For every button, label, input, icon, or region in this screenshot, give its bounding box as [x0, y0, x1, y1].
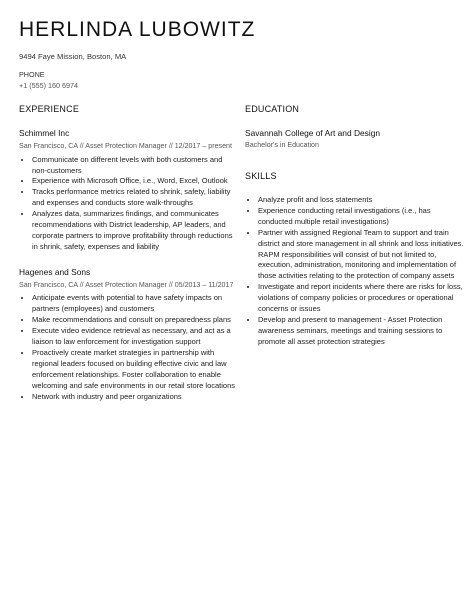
skills-heading: SKILLS: [245, 171, 277, 181]
job-bullet: • Tracks performance metrics related to shrink, safety, liability and expenses and conducts store walk-throughs: [32, 187, 237, 209]
skill-item: • Partner with assigned Regional Team to support and train district and store management in all shrink and loss initiatives. RAPM responsibilities will consist of but not limited to, execution, administration, monitoring and implementation of those activities relating to the protection of company assets: [258, 228, 465, 283]
job-meta: San Francisco, CA // Asset Protection Manager // 12/2017 – present: [19, 142, 232, 150]
job-company: Hagenes and Sons: [19, 266, 91, 277]
candidate-name: HERLINDA LUBOWITZ: [19, 18, 256, 41]
job-bullet: • Anticipate events with potential to have safety impacts on partners (employees) and customers: [32, 293, 237, 315]
skill-item: • Develop and present to management - Asset Protection awareness seminars, meetings and training sessions to promote all asset protection strategies: [258, 315, 465, 348]
job-bullets: [19, 293, 237, 402]
job-bullet: • Communicate on different levels with both customers and non-customers: [32, 155, 237, 177]
job-bullet: • Execute video evidence retrieval as necessary, and act as a liaison to law enforcement for investigation support: [32, 326, 237, 348]
skill-item: • Analyze profit and loss statements: [258, 195, 465, 206]
job-bullet: • Make recommendations and consult on preparedness plans: [32, 315, 237, 326]
phone-label: PHONE: [19, 70, 45, 79]
job-entry: [19, 128, 237, 253]
education-heading: EDUCATION: [245, 104, 300, 114]
experience-column: [19, 104, 237, 416]
education-school: Savannah College of Art and Design: [245, 128, 381, 138]
job-company: Schimmel Inc: [19, 128, 70, 138]
job-bullet: • Analyzes data, summarizes findings, and communicates recommendations with District leadership, AP leaders, and corporate partners to improve profitability through reductions in shrink, safety, expenses and liability: [32, 209, 237, 253]
skills-list: [245, 195, 465, 348]
job-bullets: [19, 155, 237, 253]
job-bullet: • Proactively create market strategies in partnership with regional leaders focused on building effective civic and law enforcement relationships. Foster collaboration to enable welcoming and safe environments in our retail store locations: [32, 348, 237, 392]
job-entry: [19, 267, 237, 403]
education-skills-column: [245, 104, 465, 348]
address: 9494 Faye Mission, Boston, MA: [19, 52, 127, 61]
phone-number: +1 (555) 160 6974: [19, 81, 78, 90]
job-meta: San Francisco, CA // Asset Protection Manager // 05/2013 – 11/2017: [19, 280, 234, 289]
education-degree: Bachelor's in Education: [245, 141, 319, 149]
skill-item: • Experience conducting retail investigations (i.e., has conducted multiple retail investigations): [258, 206, 465, 228]
experience-heading: EXPERIENCE: [19, 104, 80, 114]
skill-item: • Investigate and report incidents where there are risks for loss, violations of company policies or procedures or operational concerns or issues: [258, 282, 465, 315]
job-bullet: • Experience with Microsoft Office, i.e., Word, Excel, Outlook: [32, 176, 237, 187]
job-bullet: • Network with industry and peer organizations: [32, 392, 237, 403]
